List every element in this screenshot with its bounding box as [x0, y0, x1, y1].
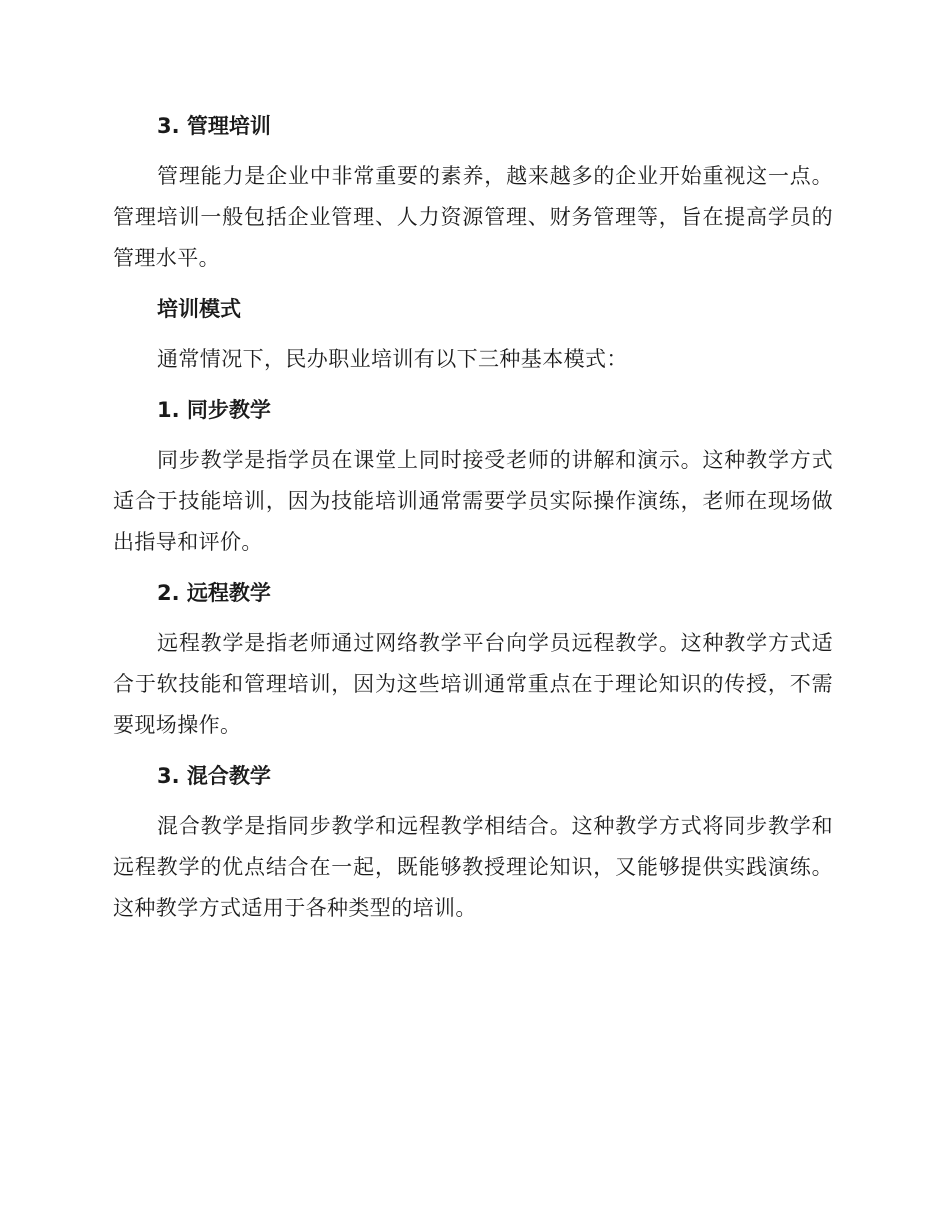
section-heading-blended-teaching: 3. 混合教学: [157, 764, 271, 788]
paragraph-remote-teaching: 远程教学是指老师通过网络教学平台向学员远程教学。这种教学方式适合于软技能和管理培训，因为这些培训通常重点在于理论知识的传授，不需要现场操作。: [113, 631, 833, 737]
section-heading-remote-teaching: 2. 远程教学: [157, 581, 271, 605]
document-page: [113, 108, 833, 941]
paragraph-synchronous-teaching: 同步教学是指学员在课堂上同时接受老师的讲解和演示。这种教学方式适合于技能培训，因为技能培训通常需要学员实际操作演练，老师在现场做出指导和评价。: [113, 448, 833, 554]
paragraph-training-modes-intro: 通常情况下，民办职业培训有以下三种基本模式：: [157, 347, 628, 371]
section-heading-synchronous-teaching: 1. 同步教学: [157, 398, 271, 422]
paragraph-blended-teaching: 混合教学是指同步教学和远程教学相结合。这种教学方式将同步教学和远程教学的优点结合在一起，既能够教授理论知识，又能够提供实践演练。这种教学方式适用于各种类型的培训。: [113, 814, 833, 920]
section-heading-management-training: 3. 管理培训: [157, 114, 271, 138]
paragraph-management-training: 管理能力是企业中非常重要的素养，越来越多的企业开始重视这一点。管理培训一般包括企业管理、人力资源管理、财务管理等，旨在提高学员的管理水平。: [113, 164, 833, 270]
section-heading-training-modes: 培训模式: [157, 297, 241, 321]
